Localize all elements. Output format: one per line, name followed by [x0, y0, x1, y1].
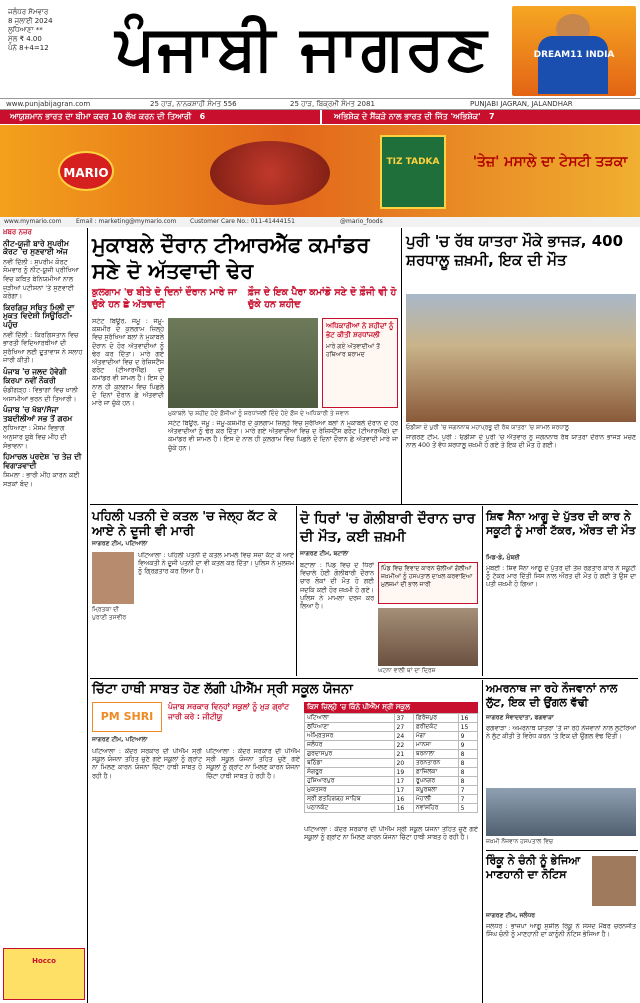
table-cell: 8 [458, 759, 477, 768]
edition-label: ਲੁਧਿਆਣਾ ** [8, 26, 43, 34]
mario-ad-banner[interactable] [0, 125, 640, 217]
table-cell: 9 [458, 741, 477, 750]
table-cell: ਰੂਪਨਗਰ [413, 777, 458, 786]
sidebar-item-title: ਕਿਰਗਿਜ਼ ਸਥਿਤ ਮਿਲੀ ਦਾ ਮੁਕਤ ਵਿਦੇਸ਼ੀ ਸਿਊਰਿਟੀ-ਪਹੁੰਚ [3, 302, 75, 329]
lead-subheadline-right: ਫ਼ੌਜ ਦੇ ਇਕ ਪੈਰਾ ਕਮਾਂਡੋ ਸਣੇ ਦੋ ਫ਼ੌਜੀ ਵੀ ਹੋ ਚੁੱਕੇ ਹਨ ਸ਼ਹੀਦ [248, 287, 397, 310]
table-row [305, 723, 478, 732]
ad-email[interactable]: Email : marketing@mymario.com [76, 218, 177, 225]
newspaper-title: ਪੰਜਾਬੀ ਜਾਗਰਣ [115, 11, 489, 84]
lead-body-continued: ਸਟੇਟ ਬਿਊਰੋ, ਜੰਮੂ : ਜੰਮੂ-ਕਸ਼ਮੀਰ ਦੇ ਕੁਲਗਾਮ ਜ਼ਿਲ੍ਹੇ ਵਿਚ ਸੁਰੱਖਿਆ ਬਲਾਂ ਨੇ ਮੁਕਾਬਲੇ ਦੌਰਾਨ ਦੋ ਹੋਰ ਅੱਤਵਾਦੀਆਂ ਨੂੰ ਢੇਰ ਕਰ ਦਿੱਤਾ। ਮਾਰੇ ਗਏ ਅੱਤਵਾਦੀਆਂ ਵਿਚ ਦ ਰੇਜ਼ਿਸਟੈਂਸ ਫਰੰਟ (ਟੀਆਰਐੱਫ) ਦਾ ਕਮਾਂਡਰ ਵੀ ਸ਼ਾਮਲ ਹੈ। ਇਸ ਦੇ ਨਾਲ ਹੀ ਕੁਲਗਾਮ ਵਿਚ ਪਿਛਲੇ ਦੋ ਦਿਨਾਂ ਦੌਰਾਨ ਛੇ ਅੱਤਵਾਦੀ ਮਾਰੇ ਜਾ ਚੁੱਕੇ ਹਨ। [168, 420, 398, 452]
column-rule [482, 680, 483, 1003]
table-cell: ਮੁਕਤਸਰ [305, 786, 395, 795]
story-c-headline[interactable]: ਸ਼ਿਵ ਸੈਨਾ ਆਗੂ ਦੇ ਪੁੱਤਰ ਦੀ ਕਾਰ ਨੇ ਸਕੂਟੀ ਨੂੰ ਮਾਰੀ ਟੱਕਰ, ਔਰਤ ਦੀ ਮੌਤ [486, 510, 636, 537]
table-cell: ਲੁਧਿਆਣਾ [305, 723, 395, 732]
product-pack: TIZ TADKA [380, 135, 446, 209]
masthead [0, 0, 640, 98]
story-f-headline[interactable]: ਰਿੰਕੂ ਨੇ ਚੰਨੀ ਨੂੰ ਭੇਜਿਆ ਮਾਣਹਾਨੀ ਦਾ ਨੋਟਿਸ [486, 854, 581, 881]
sidebar-item[interactable] [3, 368, 85, 403]
lead-body: ਸਟੇਟ ਬਿਊਰੋ, ਜੰਮੂ : ਜੰਮੂ-ਕਸ਼ਮੀਰ ਦੇ ਕੁਲਗਾਮ ਜ਼ਿਲ੍ਹੇ ਵਿਚ ਸੁਰੱਖਿਆ ਬਲਾਂ ਨੇ ਮੁਕਾਬਲੇ ਦੌਰਾਨ ਦੋ ਹੋਰ ਅੱਤਵਾਦੀਆਂ ਨੂੰ ਢੇਰ ਕਰ ਦਿੱਤਾ। ਮਾਰੇ ਗਏ ਅੱਤਵਾਦੀਆਂ ਵਿਚ ਦ ਰੇਜ਼ਿਸਟੈਂਸ ਫਰੰਟ (ਟੀਆਰਐੱਫ) ਦਾ ਕਮਾਂਡਰ ਵੀ ਸ਼ਾਮਲ ਹੈ। ਇਸ ਦੇ ਨਾਲ ਹੀ ਕੁਲਗਾਮ ਵਿਚ ਪਿਛਲੇ ਦੋ ਦਿਨਾਂ ਦੌਰਾਨ ਛੇ ਅੱਤਵਾਦੀ ਮਾਰੇ ਜਾ ਚੁੱਕੇ ਹਨ। [92, 318, 164, 408]
vikrami-date: 25 ਹਾੜ, ਬਿਕ੍ਰਮੀ ਸੰਮਤ 2081 [290, 100, 375, 108]
table-row [305, 714, 478, 723]
pm-shri-table [304, 713, 478, 813]
table-cell: ਅੰਮ੍ਰਿਤਸਰ [305, 732, 395, 741]
table-cell: 16 [458, 714, 477, 723]
sidebar-item[interactable] [3, 453, 85, 488]
table-cell: 19 [394, 768, 413, 777]
ad-website[interactable]: www.mymario.com [4, 218, 62, 225]
column-rule [296, 506, 297, 676]
puri-photo-caption: ਓਡੀਸ਼ਾ ਦੇ ਪੁਰੀ 'ਚ ਜਗਨਨਾਥ ਮਹਾਪ੍ਰਭੂ ਦੀ ਰੱਥ ਯਾਤਰਾ 'ਚ ਸ਼ਾਮਲ ਸ਼ਰਧਾਲੂ [406, 424, 569, 431]
story-e-byline: ਜਾਗਰਣ ਟੀਮ, ਪਟਿਆਲਾ [92, 736, 148, 743]
table-cell: 8 [458, 777, 477, 786]
pm-shri-table-box [304, 702, 478, 822]
sidebar-item-title: ਹਿਮਾਚਲ ਪ੍ਰਦੇਸ਼ 'ਚ ਤੇਜ਼ ਦੀ ਵਿਗਾੜਵਾਦੀ [3, 452, 82, 470]
story-c-byline: ਮਿਡ-ਡੇ, ਮੁੰਬਈ [486, 554, 520, 561]
table-row [305, 759, 478, 768]
table-cell: ਫ਼ਾਜ਼ਿਲਕਾ [413, 768, 458, 777]
lead-photo-caption: ਮੁਕਾਬਲੇ 'ਚ ਸ਼ਹੀਦ ਹੋਏ ਫ਼ੌਜੀਆਂ ਨੂੰ ਸ਼ਰਧਾਂਜਲੀ ਦਿੰਦੇ ਹੋਏ ਫ਼ੌਜ ਦੇ ਅਧਿਕਾਰੀ ਤੇ ਜਵਾਨ [168, 410, 349, 417]
table-cell: ਹੁਸ਼ਿਆਰਪੁਰ [305, 777, 395, 786]
story-d-body: ਫਗਵਾੜਾ : ਅਮਰਨਾਥ ਯਾਤਰਾ 'ਤੇ ਜਾ ਰਹੇ ਨੌਜਵਾਨਾਂ ਨਾਲ ਲੁਟੇਰਿਆਂ ਨੇ ਲੁੱਟ ਕੀਤੀ ਤੇ ਵਿਰੋਧ ਕਰਨ 'ਤੇ ਇਕ ਦੀ ਉਂਗਲ ਵੱਢ ਦਿੱਤੀ। [486, 725, 636, 741]
nanakshahi-date: 25 ਹਾੜ, ਨਾਨਕਸ਼ਾਹੀ ਸੰਮਤ 556 [150, 100, 237, 108]
sidebar-item[interactable] [3, 240, 85, 301]
pm-shri-logo: PM SHRI [92, 702, 162, 732]
site-url[interactable]: www.punjabijagran.com [6, 100, 91, 108]
sidebar-item-body: ਚੰਡੀਗੜ੍ਹ : ਵਿਭਾਗਾਂ ਵਿਚ ਖ਼ਾਲੀ ਅਸਾਮੀਆਂ ਭਰਨ ਦੀ ਤਿਆਰੀ। [3, 386, 79, 403]
table-cell: ਕਪੂਰਥਲਾ [413, 786, 458, 795]
table-cell: 24 [394, 732, 413, 741]
story-b-body: ਬਟਾਲਾ : ਪਿੰਡ ਵਿਚ ਦੋ ਧਿਰਾਂ ਵਿਚਾਲੇ ਹੋਈ ਗੋਲੀਬਾਰੀ ਦੌਰਾਨ ਚਾਰ ਲੋਕਾਂ ਦੀ ਮੌਤ ਹੋ ਗਈ ਜਦਕਿ ਕਈ ਹੋਰ ਜ਼ਖ਼ਮੀ ਹੋ ਗਏ। ਪੁਲਿਸ ਨੇ ਮਾਮਲਾ ਦਰਜ ਕਰ ਲਿਆ ਹੈ। [300, 562, 374, 611]
section-rule [90, 678, 638, 679]
story-f-body: ਜਲੰਧਰ : ਭਾਜਪਾ ਆਗੂ ਸੁਸ਼ੀਲ ਰਿੰਕੂ ਨੇ ਸੰਸਦ ਮੈਂਬਰ ਚਰਨਜੀਤ ਸਿੰਘ ਚੰਨੀ ਨੂੰ ਮਾਣਹਾਨੀ ਦਾ ਕਾਨੂੰਨੀ ਨੋਟਿਸ ਭੇਜਿਆ ਹੈ। [486, 923, 636, 939]
table-cell: ਮਾਨਸਾ [413, 741, 458, 750]
table-cell: 16 [394, 795, 413, 804]
sidebar-item-title: ਨੀਟ-ਯੂਜੀ ਬਾਰੇ ਸੁਪਰੀਮ ਕੋਰਟ 'ਚ ਸੁਣਵਾਈ ਅੱਜ [3, 238, 69, 257]
table-row [305, 786, 478, 795]
lead-subheadline-left: ਕੁਲਗਾਮ 'ਚ ਬੀਤੇ ਦੋ ਦਿਨਾਂ ਦੌਰਾਨ ਮਾਰੇ ਜਾ ਚੁੱਕੇ ਹਨ ਛੇ ਅੱਤਵਾਦੀ [92, 287, 237, 310]
story-b-bullets [378, 562, 478, 604]
story-a-byline: ਜਾਗਰਣ ਟੀਮ, ਪਟਿਆਲਾ [92, 540, 148, 547]
rath-yatra-photo [406, 294, 636, 422]
food-bowl-image [210, 141, 330, 205]
column-rule [401, 228, 402, 504]
news-brief-column [3, 228, 85, 1003]
table-cell: ਮੋਗਾ [413, 732, 458, 741]
table-row [305, 732, 478, 741]
table-cell: 8 [458, 768, 477, 777]
story-e-headline[interactable]: ਚਿੱਟਾ ਹਾਥੀ ਸਾਬਤ ਹੋਣ ਲੱਗੀ ਪੀਐੱਮ ਸ੍ਰੀ ਸਕੂਲ ਯੋਜਨਾ [92, 682, 353, 697]
table-cell: 15 [458, 723, 477, 732]
ad-social[interactable]: @mario_foods [340, 218, 383, 225]
ad-care: Customer Care No.: 011-41444151 [190, 218, 295, 225]
edition-date: 8 ਜੁਲਾਈ 2024 [8, 17, 53, 25]
table-cell: 22 [394, 741, 413, 750]
table-cell: ਬਠਿੰਡਾ [305, 759, 395, 768]
table-cell: ਸ੍ਰੀ ਫ਼ਤਹਿਗੜ੍ਹ ਸਾਹਿਬ [305, 795, 395, 804]
table-cell: 27 [394, 723, 413, 732]
teaser-left-page: 6 [199, 112, 206, 121]
table-cell: 21 [394, 750, 413, 759]
story-b-byline: ਜਾਗਰਣ ਟੀਮ, ਬਟਾਲਾ [300, 550, 349, 557]
table-row [305, 804, 478, 813]
teaser-right-page: 7 [488, 112, 495, 121]
masthead-ad-text: DREAM11 INDIA [533, 50, 615, 60]
table-cell: ਜਲੰਧਰ [305, 741, 395, 750]
sidebar-item[interactable] [3, 406, 85, 450]
sidebar-item-title: ਪੰਜਾਬ 'ਚ ਖੱਬਾ/ਸੱਜਾ ਤਬਦੀਲੀਆਂ ਸਭ ਤੋਂ ਗਰਮ [3, 405, 73, 423]
victim-photo [92, 552, 134, 604]
table-cell: ਨਵਾਂਸ਼ਹਿਰ [413, 804, 458, 813]
sidebar-item-body: ਨਵੀਂ ਦਿੱਲੀ : ਕਿਰਗਿਸਤਾਨ ਵਿਚ ਭਾਰਤੀ ਵਿਦਿਆਰਥੀਆਂ ਦੀ ਸੁਰੱਖਿਆ ਲਈ ਦੂਤਾਵਾਸ ਨੇ ਸਲਾਹ ਜਾਰੀ ਕੀਤੀ। [3, 330, 83, 365]
table-cell: ਪਟਿਆਲਾ [305, 714, 395, 723]
sidebar-item-body: ਲੁਧਿਆਣਾ : ਮੌਸਮ ਵਿਭਾਗ ਅਨੁਸਾਰ ਸੂਬੇ ਵਿਚ ਮੀਂਹ ਦੀ ਸੰਭਾਵਨਾ। [3, 424, 67, 450]
story-d-photo-caption: ਜ਼ਖ਼ਮੀ ਨੌਜਵਾਨ ਹਸਪਤਾਲ ਵਿਚ [486, 838, 553, 845]
injured-youth-photo [486, 788, 636, 836]
story-b-headline[interactable]: ਦੋ ਧਿਰਾਂ 'ਚ ਗੋਲੀਬਾਰੀ ਦੌਰਾਨ ਚਾਰ ਦੀ ਮੌਤ, ਕਈ ਜ਼ਖ਼ਮੀ [300, 511, 476, 545]
table-row [305, 741, 478, 750]
story-e-subheadline: ਪੰਜਾਬ ਸਰਕਾਰ ਵਿਨ੍ਹਾਂ ਸਕੂਲਾਂ ਨੂੰ ਮੁੜ ਗ੍ਰਾਂਟ ਜਾਰੀ ਕਰੇ : ਜੀਟੀਯੂ [168, 702, 290, 721]
story-e-body: ਪਟਿਆਲਾ : ਕੇਂਦਰ ਸਰਕਾਰ ਦੀ ਪੀਐੱਮ ਸ੍ਰੀ ਸਕੂਲ ਯੋਜਨਾ ਤਹਿਤ ਚੁਣੇ ਗਏ ਸਕੂਲਾਂ ਨੂੰ ਗ੍ਰਾਂਟ ਨਾ ਮਿਲਣ ਕਾਰਨ ਯੋਜਨਾ ਚਿੱਟਾ ਹਾਥੀ ਸਾਬਤ ਹੋ ਰਹੀ ਹੈ। [92, 748, 202, 780]
table-cell: ਫ਼ਰੀਦਕੋਟ [413, 723, 458, 732]
bullet-item: ਜ਼ਖ਼ਮੀਆਂ ਨੂੰ ਹਸਪਤਾਲ ਦਾਖ਼ਲ ਕਰਵਾਇਆ [381, 573, 473, 580]
table-cell: 17 [394, 777, 413, 786]
table-cell: 5 [458, 804, 477, 813]
table-cell: 7 [458, 786, 477, 795]
lead-box-item: ਮਾਰੇ ਗਏ ਅੱਤਵਾਦੀਆਂ ਤੋਂ ਹਥਿਆਰ ਬਰਾਮਦ [326, 343, 380, 358]
edition-day: ਜਲੰਧਰ ਸੋਮਵਾਰ [8, 8, 49, 16]
puri-headline[interactable]: ਪੁਰੀ 'ਚ ਰੱਥ ਯਾਤਰਾ ਮੌਕੇ ਭਾਜੜ, 400 ਸ਼ਰਧਾਲੂ ਜ਼ਖ਼ਮੀ, ਇਕ ਦੀ ਮੌਤ [406, 232, 624, 269]
table-cell: ਸੰਗਰੂਰ [305, 768, 395, 777]
sidebar-item-body: ਨਵੀਂ ਦਿੱਲੀ : ਸੁਪਰੀਮ ਕੋਰਟ ਸੋਮਵਾਰ ਨੂੰ ਨੀਟ-ਯੂਜੀ ਪ੍ਰੀਖਿਆ ਵਿਚ ਕਥਿਤ ਬੇਨਿਯਮੀਆਂ ਨਾਲ ਜੁੜੀਆਂ ਪਟੀਸ਼ਨਾਂ 'ਤੇ ਸੁਣਵਾਈ ਕਰੇਗਾ। [3, 257, 79, 301]
ad-slogan: 'ਤੇਜ਼' ਮਸਾਲੇ ਦਾ ਟੇਸਟੀ ਤੜਕਾ [472, 154, 628, 170]
table-cell: ਬਰਨਾਲਾ [413, 750, 458, 759]
brand-logo: MARIO [58, 151, 114, 191]
table-cell: ਪਠਾਨਕੋਟ [305, 804, 395, 813]
story-a-body: ਪਟਿਆਲਾ : ਪਹਿਲੀ ਪਤਨੀ ਦੇ ਕਤਲ ਮਾਮਲੇ ਵਿਚ ਸਜ਼ਾ ਕੱਟ ਕੇ ਆਏ ਵਿਅਕਤੀ ਨੇ ਦੂਜੀ ਪਤਨੀ ਦਾ ਵੀ ਕਤਲ ਕਰ ਦਿੱਤਾ। ਪੁਲਿਸ ਨੇ ਮੁਲਜ਼ਮ ਨੂੰ ਗ੍ਰਿਫ਼ਤਾਰ ਕਰ ਲਿਆ ਹੈ। [138, 552, 294, 576]
sidebar-item-title: ਪੰਜਾਬ 'ਚ ਜਲਦ ਹੋਵੇਗੀ ਕਿਰਪਾ ਨਵੀਂ ਨੌਕਰੀ [3, 366, 67, 385]
price: ਮੁੱਲ ₹ 4.00 [8, 35, 42, 43]
bullet-item: ਮੁਲਜ਼ਮਾਂ ਦੀ ਭਾਲ ਜਾਰੀ [381, 581, 431, 588]
table-cell: 8 [458, 750, 477, 759]
victim-photo-caption: ਮ੍ਰਿਤਕਾ ਦੀ ਪੁਰਾਣੀ ਤਸਵੀਰ [92, 606, 127, 621]
section-rule [486, 850, 638, 851]
lead-sidebox [322, 318, 398, 408]
sidebar-item[interactable] [3, 304, 85, 365]
story-a-headline[interactable]: ਪਹਿਲੀ ਪਤਨੀ ਦੇ ਕਤਲ 'ਚ ਜੇਲ੍ਹ ਕੱਟ ਕੇ ਆਏ ਨੇ ਦੂਜੀ ਵੀ ਮਾਰੀ [92, 508, 277, 538]
table-cell: 37 [394, 714, 413, 723]
story-d-headline[interactable]: ਅਮਰਨਾਥ ਜਾ ਰਹੇ ਨੌਜਵਾਨਾਂ ਨਾਲ ਲੁੱਟ, ਇਕ ਦੀ ਉਂਗਲ ਵੱਢੀ [486, 682, 618, 709]
firing-scene-photo [378, 608, 478, 666]
bullet-item: ਪਿੰਡ ਵਿਚ ਵਿਵਾਦ ਕਾਰਨ ਚੱਲੀਆਂ ਗੋਲੀਆਂ [381, 565, 472, 572]
masthead-ad[interactable] [512, 6, 636, 96]
puri-body: ਜਾਗਰਣ ਟੀਮ, ਪੁਰੀ : ਓਡੀਸ਼ਾ ਦੇ ਪੁਰੀ 'ਚ ਐਤਵਾਰ ਨੂੰ ਜਗਨਨਾਥ ਰੱਥ ਯਾਤਰਾ ਦੌਰਾਨ ਭਾਜੜ ਮਚਣ ਨਾਲ 400 ਤੋਂ ਵੱਧ ਸ਼ਰਧਾਲੂ ਜ਼ਖ਼ਮੀ ਹੋ ਗਏ ਤੇ ਇਕ ਦੀ ਮੌਤ ਹੋ ਗਈ। [406, 434, 636, 450]
table-row [305, 795, 478, 804]
table-cell: 16 [394, 804, 413, 813]
table-row [305, 768, 478, 777]
table-row [305, 777, 478, 786]
table-title: ਕਿਸ ਜ਼ਿਲ੍ਹੇ 'ਚ ਕਿੰਨੇ ਪੀਐੱਮ ਸ੍ਰੀ ਸਕੂਲ [304, 702, 478, 713]
table-cell: ਮੋਹਾਲੀ [413, 795, 458, 804]
table-cell: ਫ਼ਿਰੋਜ਼ਪੁਰ [413, 714, 458, 723]
section-rule [90, 504, 638, 505]
column-rule [87, 228, 88, 1003]
date-bar [0, 98, 640, 110]
table-cell: 20 [394, 759, 413, 768]
column-rule [482, 506, 483, 676]
teaser-right[interactable]: ਅਭਿਸ਼ੇਕ ਦੇ ਸੈਂਕੜੇ ਨਾਲ ਭਾਰਤ ਦੀ ਜਿੱਤ 'ਅਭਿਸ਼ੇਕ' 7 [320, 110, 640, 124]
story-e-body-side: ਪਟਿਆਲਾ : ਕੇਂਦਰ ਸਰਕਾਰ ਦੀ ਪੀਐੱਮ ਸ੍ਰੀ ਸਕੂਲ ਯੋਜਨਾ ਤਹਿਤ ਚੁਣੇ ਗਏ ਸਕੂਲਾਂ ਨੂੰ ਗ੍ਰਾਂਟ ਨਾ ਮਿਲਣ ਕਾਰਨ ਯੋਜਨਾ ਚਿੱਟਾ ਹਾਥੀ ਸਾਬਤ ਹੋ ਰਹੀ ਹੈ। [304, 826, 478, 842]
story-e-body-continued: ਪਟਿਆਲਾ : ਕੇਂਦਰ ਸਰਕਾਰ ਦੀ ਪੀਐੱਮ ਸ੍ਰੀ ਸਕੂਲ ਯੋਜਨਾ ਤਹਿਤ ਚੁਣੇ ਗਏ ਸਕੂਲਾਂ ਨੂੰ ਗ੍ਰਾਂਟ ਨਾ ਮਿਲਣ ਕਾਰਨ ਯੋਜਨਾ ਚਿੱਟਾ ਹਾਥੀ ਸਾਬਤ ਹੋ ਰਹੀ ਹੈ। [206, 748, 300, 780]
player-jersey [538, 36, 608, 94]
table-cell: ਗੁਰਦਾਸਪੁਰ [305, 750, 395, 759]
page-count: ਪੰਨੇ 8+4=12 [8, 44, 49, 52]
table-cell: 17 [394, 786, 413, 795]
sidebar-item-body: ਸ਼ਿਮਲਾ : ਭਾਰੀ ਮੀਂਹ ਕਾਰਨ ਕਈ ਸੜਕਾਂ ਬੰਦ। [3, 471, 80, 489]
story-d-byline: ਜਾਗਰਣ ਸੰਵਾਦਦਾਤਾ, ਫਗਵਾੜਾ [486, 714, 554, 721]
lead-headline[interactable]: ਮੁਕਾਬਲੇ ਦੌਰਾਨ ਟੀਆਰਐੱਫ ਕਮਾਂਡਰ ਸਣੇ ਦੋ ਅੱਤਵਾਦੀ ਢੇਰ [92, 233, 370, 283]
sidebar-ad[interactable]: Hocco [3, 948, 85, 1000]
table-cell: ਤਰਨਤਾਰਨ [413, 759, 458, 768]
table-cell: 9 [458, 732, 477, 741]
story-b-photo-caption: ਘਟਨਾ ਵਾਲੀ ਥਾਂ ਦਾ ਦ੍ਰਿਸ਼ [378, 667, 436, 674]
rinku-photo [592, 856, 636, 906]
lead-box-title: ਅਧਿਕਾਰੀਆਂ ਨੇ ਸ਼ਹੀਦਾਂ ਨੂੰ ਭੇਟ ਕੀਤੀ ਸ਼ਰਧਾਂਜਲੀ [326, 322, 394, 339]
teaser-left[interactable]: ਆਯੁਸ਼ਮਾਨ ਭਾਰਤ ਦਾ ਬੀਮਾ ਕਵਰ 10 ਲੱਖ ਕਰਨ ਦੀ ਤਿਆਰੀ 6 [0, 110, 320, 124]
soldiers-photo [168, 318, 318, 408]
sidebar-header: ਖ਼ਬਰ ਨਜ਼ਰ [3, 228, 32, 236]
story-f-byline: ਜਾਗਰਣ ਟੀਮ, ਜਲੰਧਰ [486, 912, 535, 919]
publisher: PUNJABI JAGRAN, JALANDHAR [470, 100, 573, 108]
ad-contact-bar [0, 217, 640, 227]
table-cell: 7 [458, 795, 477, 804]
teaser-bar [0, 110, 640, 124]
story-c-body: ਮੁੰਬਈ : ਸ਼ਿਵ ਸੈਨਾ ਆਗੂ ਦੇ ਪੁੱਤਰ ਦੀ ਤੇਜ਼ ਰਫ਼ਤਾਰ ਕਾਰ ਨੇ ਸਕੂਟੀ ਨੂੰ ਟੱਕਰ ਮਾਰ ਦਿੱਤੀ ਜਿਸ ਨਾਲ ਔਰਤ ਦੀ ਮੌਤ ਹੋ ਗਈ ਤੇ ਉਸ ਦਾ ਪਤੀ ਜ਼ਖ਼ਮੀ ਹੋ ਗਿਆ। [486, 565, 636, 589]
edition-info [8, 8, 86, 53]
table-row [305, 750, 478, 759]
